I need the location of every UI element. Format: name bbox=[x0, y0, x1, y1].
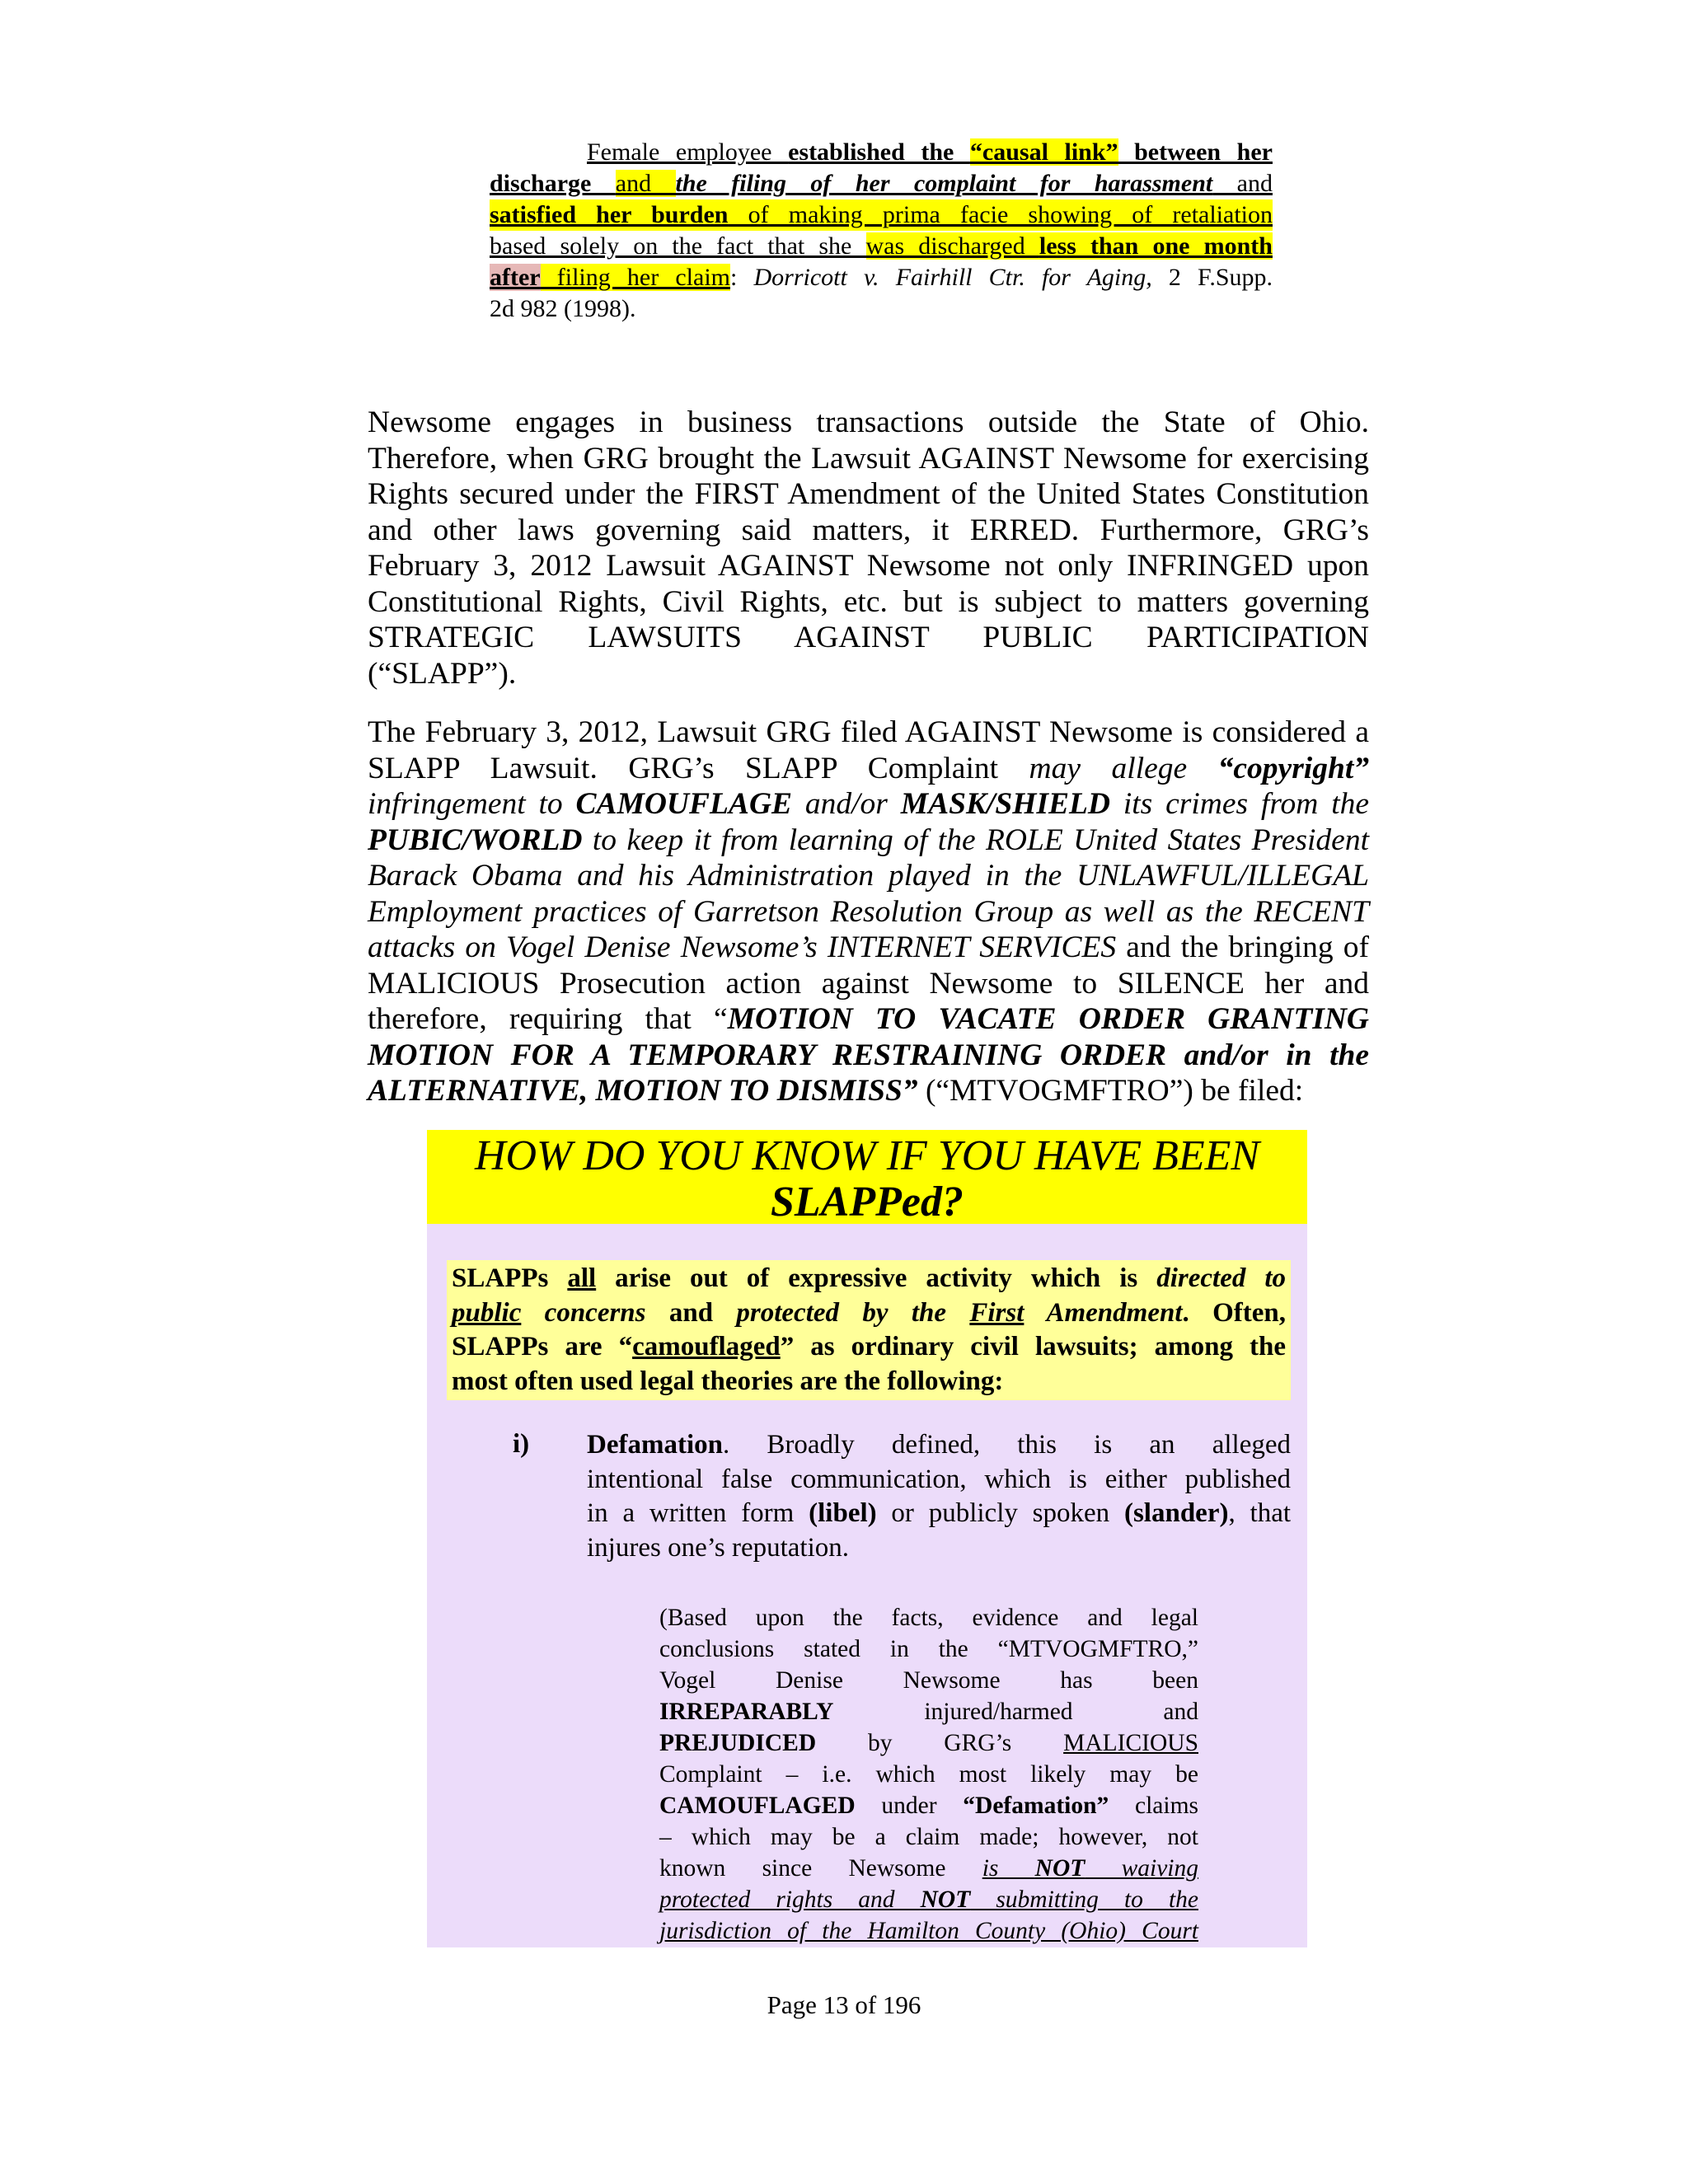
text-span: claims bbox=[1109, 1793, 1199, 1819]
text-span: attacks on Vogel Denise Newsome’s INTERNET SERVICES bbox=[368, 930, 1117, 964]
text-span: protected by the bbox=[736, 1297, 970, 1328]
text-span: known since Newsome bbox=[659, 1855, 982, 1882]
text-span: under bbox=[855, 1793, 964, 1819]
text-line: STRATEGIC LAWSUITS AGAINST PUBLIC PARTICIPATION bbox=[368, 621, 1369, 654]
text-line bbox=[368, 751, 1369, 787]
text-span: MALICIOUS bbox=[1063, 1730, 1198, 1756]
case-quote bbox=[490, 137, 1273, 325]
quote-text: between her bbox=[1118, 138, 1273, 166]
note-line: Complaint – i.e. which most likely may be bbox=[659, 1761, 1198, 1788]
text-span: MOTION TO VACATE ORDER GRANTING bbox=[727, 1002, 1370, 1036]
text-span: and/or bbox=[792, 787, 901, 821]
quote-highlight: filing her claim bbox=[540, 264, 730, 291]
quote-text: discharge bbox=[490, 170, 616, 197]
text-span: or publicly spoken bbox=[876, 1498, 1124, 1528]
text-span: CAMOUFLAGE bbox=[575, 787, 793, 821]
text-span: ALTERNATIVE, MOTION TO DISMISS” bbox=[368, 1074, 918, 1108]
text-span: protected rights and bbox=[659, 1886, 921, 1913]
text-span: NOT bbox=[920, 1886, 971, 1913]
text-span: . Often, bbox=[1182, 1297, 1286, 1328]
text-span: therefore, requiring that “ bbox=[368, 1002, 728, 1036]
text-span: PREJUDICED bbox=[659, 1730, 817, 1756]
text-line: (“SLAPP”). bbox=[368, 656, 517, 691]
note-line: conclusions stated in the “MTVOGMFTRO,” bbox=[659, 1636, 1198, 1662]
quote-text: : bbox=[730, 264, 754, 291]
text-span: IRREPARABLY bbox=[659, 1699, 834, 1725]
text-span: its crimes from the bbox=[1110, 787, 1370, 821]
text-line bbox=[368, 1001, 1369, 1038]
note-line bbox=[659, 1884, 1198, 1915]
text-span: camouflaged bbox=[632, 1332, 781, 1361]
note-line: (Based upon the facts, evidence and legal bbox=[659, 1605, 1198, 1631]
note-line: – which may be a claim made; however, not bbox=[659, 1824, 1198, 1850]
box-intro bbox=[447, 1260, 1291, 1400]
text-span: . Broadly defined, this is an alleged bbox=[722, 1430, 1291, 1460]
quote-line: 2d 982 (1998). bbox=[490, 295, 636, 322]
text-span: arise out of expressive activity which is bbox=[596, 1263, 1157, 1293]
text-span: in a written form bbox=[587, 1498, 809, 1528]
intro-line: most often used legal theories are the following: bbox=[452, 1366, 1004, 1396]
quote-line bbox=[490, 168, 1273, 199]
text-span: PUBIC/WORLD bbox=[368, 823, 583, 857]
box-header-subtitle: SLAPPed? bbox=[771, 1179, 964, 1226]
text-span: “copyright” bbox=[1217, 751, 1369, 785]
text-span: public bbox=[452, 1297, 522, 1328]
quote-highlight: and bbox=[615, 170, 676, 197]
list-item-defamation bbox=[587, 1428, 1291, 1565]
quote-highlight: after bbox=[490, 264, 541, 291]
case-citation: Dorricott v. Fairhill Ctr. for Aging, bbox=[753, 264, 1152, 291]
item-line bbox=[587, 1428, 1291, 1463]
quote-highlight: “causal link” bbox=[969, 138, 1118, 166]
box-header-title: HOW DO YOU KNOW IF YOU HAVE BEEN bbox=[474, 1132, 1260, 1179]
box-header bbox=[427, 1130, 1307, 1224]
text-span: SLAPP Lawsuit. GRG’s SLAPP Complaint bbox=[368, 751, 1029, 785]
text-line: Therefore, when GRG brought the Lawsuit AGAINST Newsome for exercising bbox=[368, 441, 1369, 476]
item-line: intentional false communication, which is either published bbox=[587, 1464, 1291, 1494]
text-span: Defamation bbox=[587, 1430, 723, 1460]
text-span: CAMOUFLAGED bbox=[659, 1793, 856, 1819]
text-span: SLAPPs bbox=[452, 1263, 568, 1293]
text-span: infringement to bbox=[368, 787, 576, 821]
text-line bbox=[368, 1073, 1369, 1109]
quote-line bbox=[490, 199, 1273, 231]
intro-line bbox=[447, 1296, 1291, 1331]
text-span: Amendment bbox=[1024, 1297, 1183, 1328]
note-line: Vogel Denise Newsome has been bbox=[659, 1667, 1198, 1694]
text-span: by GRG’s bbox=[816, 1730, 1064, 1756]
slapp-info-box bbox=[427, 1130, 1307, 1947]
text-line bbox=[368, 786, 1369, 823]
text-line: Constitutional Rights, Civil Rights, etc. but is subject to matters governing bbox=[368, 584, 1369, 619]
text-span: SLAPPs are “ bbox=[452, 1332, 633, 1361]
text-line: and other laws governing said matters, it ERRED. Furthermore, GRG’s bbox=[368, 513, 1369, 547]
note-line bbox=[659, 1696, 1198, 1727]
text-span: and the bringing of bbox=[1116, 930, 1369, 964]
text-span: (libel) bbox=[809, 1498, 877, 1528]
text-line: MALICIOUS Prosecution action against Newsome to SILENCE her and bbox=[368, 966, 1369, 1001]
paragraph-slapp-lawsuit bbox=[368, 715, 1369, 1109]
text-span: (“MTVOGMFTRO”) be filed: bbox=[917, 1074, 1304, 1108]
item-line bbox=[587, 1497, 1291, 1531]
note-line bbox=[659, 1853, 1198, 1884]
quote-text: Female employee bbox=[587, 138, 789, 166]
item-line: injures one’s reputation. bbox=[587, 1532, 850, 1563]
text-span: all bbox=[567, 1263, 597, 1293]
text-span: First bbox=[969, 1297, 1025, 1328]
text-span: NOT bbox=[1034, 1855, 1085, 1882]
list-marker: i) bbox=[513, 1429, 530, 1459]
note-line bbox=[659, 1727, 1198, 1759]
text-span: , that bbox=[1228, 1498, 1292, 1528]
page-number: Page 13 of 196 bbox=[767, 1990, 921, 2019]
intro-line bbox=[447, 1330, 1291, 1365]
quote-highlight: less than one month bbox=[1039, 232, 1273, 260]
text-line bbox=[368, 823, 1369, 859]
quote-highlight: was discharged bbox=[865, 232, 1039, 260]
text-span: “Defamation” bbox=[963, 1793, 1109, 1819]
text-line: February 3, 2012 Lawsuit AGAINST Newsome not only INFRINGED upon bbox=[368, 549, 1369, 583]
text-line: Rights secured under the FIRST Amendment of the United States Constitution bbox=[368, 477, 1369, 511]
text-span: injured/harmed and bbox=[833, 1699, 1198, 1725]
text-line: Employment practices of Garretson Resolution Group as well as the RECENT bbox=[368, 894, 1369, 929]
text-span: ” as ordinary civil lawsuits; among the bbox=[780, 1332, 1286, 1361]
quote-line bbox=[490, 231, 1273, 262]
quote-line bbox=[490, 137, 1273, 168]
quote-text: established the bbox=[788, 138, 970, 166]
defamation-note bbox=[659, 1602, 1198, 1947]
quote-text: satisfied her burden bbox=[490, 201, 729, 228]
text-line: The February 3, 2012, Lawsuit GRG filed AGAINST Newsome is considered a bbox=[368, 715, 1369, 749]
text-span: waiving bbox=[1085, 1855, 1198, 1882]
text-line: Barack Obama and his Administration played in the UNLAWFUL/ILLEGAL bbox=[368, 859, 1369, 893]
quote-text: of making prima facie showing of retaliation bbox=[728, 201, 1273, 228]
text-span: to keep it from learning of the ROLE United States President bbox=[582, 823, 1369, 857]
quote-text: based solely on the fact that she bbox=[490, 232, 866, 260]
quote-text: and bbox=[1212, 170, 1273, 197]
text-line: MOTION FOR A TEMPORARY RESTRAINING ORDER and/or in the bbox=[368, 1038, 1369, 1072]
text-span: submitting to the bbox=[970, 1886, 1198, 1913]
intro-line bbox=[447, 1262, 1291, 1296]
text-span: and bbox=[645, 1297, 737, 1328]
text-span: concerns bbox=[521, 1297, 646, 1328]
text-span: (slander) bbox=[1123, 1498, 1229, 1528]
quote-line bbox=[490, 262, 1273, 293]
quote-text: 2 F.Supp. bbox=[1151, 264, 1273, 291]
text-line bbox=[368, 930, 1369, 966]
note-line: jurisdiction of the Hamilton County (Ohio) Court bbox=[659, 1918, 1198, 1944]
quote-text: the filing of her complaint for harassment bbox=[675, 170, 1213, 197]
text-span: may allege bbox=[1029, 751, 1218, 785]
text-span: is bbox=[982, 1855, 1035, 1882]
text-span: MASK/SHIELD bbox=[900, 787, 1110, 821]
paragraph-jurisdiction bbox=[368, 405, 1369, 691]
text-line: Newsome engages in business transactions outside the State of Ohio. bbox=[368, 405, 1369, 439]
note-line bbox=[659, 1790, 1198, 1821]
text-span: directed to bbox=[1156, 1263, 1286, 1293]
